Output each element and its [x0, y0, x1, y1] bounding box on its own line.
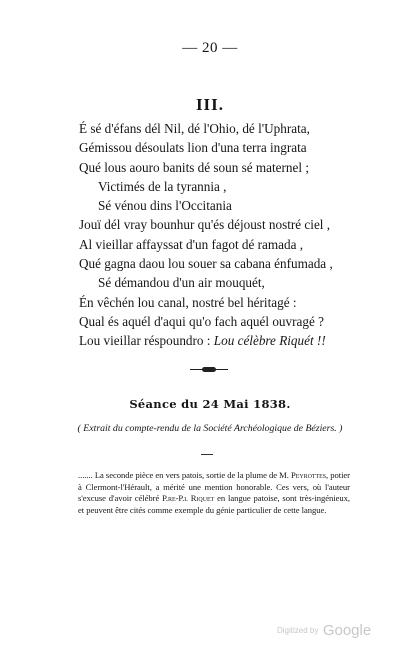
- poem: [79, 119, 399, 351]
- short-rule: [201, 454, 213, 455]
- poem-line: Sé vénou dins l'Occitania: [98, 198, 232, 214]
- poem-line: Qual és aquél d'aqui qu'o fach aquél ouvragé ?: [79, 313, 324, 329]
- poem-line: É sé d'éfans dél Nil, dé l'Ohio, dé l'Uphrata,: [79, 121, 310, 136]
- poem-line: Sé démandou d'un air mouquét,: [98, 275, 265, 291]
- footnote-author: M. Peyrottes: [279, 470, 326, 480]
- google-watermark: [277, 622, 371, 640]
- poem-line: Qué lous aouro banits dé soun sé maternel ;: [79, 159, 309, 175]
- poem-line: Gémissou désoulats lion d'una terra ingrata: [79, 140, 307, 156]
- poem-line: Victimés de la tyrannia ,: [98, 178, 227, 194]
- poem-line: Qué gagna daou lou souer sa cabana énfumada ,: [79, 256, 333, 272]
- footnote-lead: ....... La seconde pièce en vers patois, sortie de la plume de: [78, 470, 278, 480]
- seance-heading: Séance du 24 Mai 1838.: [129, 397, 291, 411]
- footnote: [78, 470, 350, 516]
- google-logo: Google: [322, 622, 372, 639]
- poem-line: Jouï dél vray bounhur qu'és déjoust nostré ciel ,: [79, 217, 331, 233]
- page-number: — 20 —: [182, 40, 238, 56]
- poem-line: Al vieillar affayssat d'un fagot dé ramada ,: [79, 236, 304, 252]
- section-title: III.: [195, 95, 225, 114]
- footnote-riquet: P.re-P.l Riquet: [162, 493, 215, 504]
- ornament-divider: [190, 367, 228, 373]
- poem-line: Én vêchén lou canal, nostré bel héritagé :: [79, 294, 297, 310]
- extract-caption: ( Extrait du compte-rendu de la Société Archéologique de Béziers. ): [77, 423, 343, 434]
- footnote-tail: en langue patoise, sont très-ingénieux, et peuvent être cités comme exemple du génie particulier de cette langue.: [78, 493, 350, 515]
- footnote-body: , potier à Clermont-l'Hérault, a mérité une mention honorable. Ces vers, où l'auteur s'excuse d'avoir célébré: [78, 470, 350, 504]
- poem-last-line-text: Lou vieillar réspoundro :: [79, 333, 211, 349]
- poem-last-line: [79, 331, 399, 350]
- poem-emphasis: Lou célèbre Riquét !!: [213, 333, 326, 349]
- ornament-center: [202, 367, 216, 372]
- watermark-prefix: Digitized by: [277, 626, 319, 635]
